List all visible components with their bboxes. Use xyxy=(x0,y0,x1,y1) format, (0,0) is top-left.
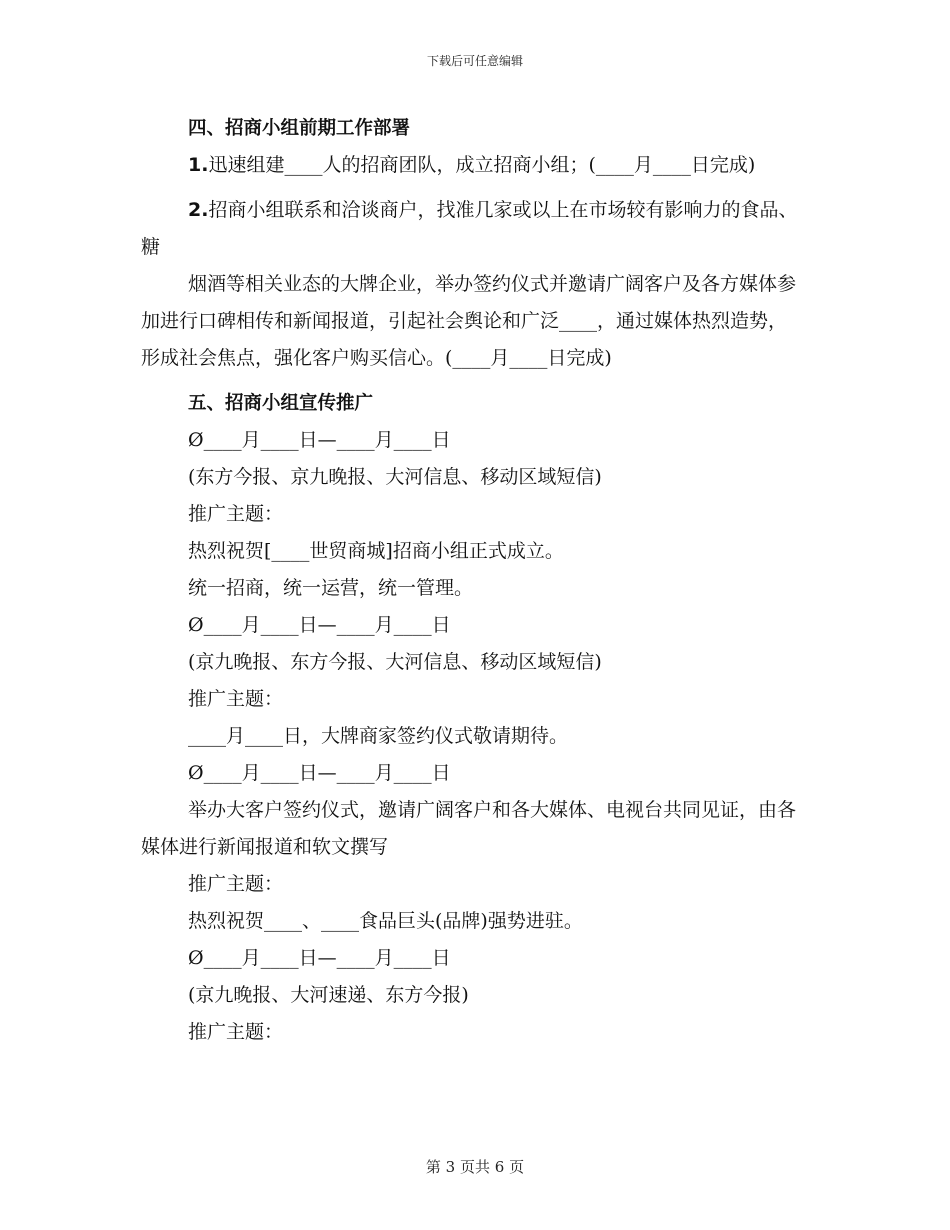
paragraph: 烟酒等相关业态的大牌企业，举办签约仪式并邀请广阔客户及各方媒体参加进行口碑相传和新闻报道，引起社会舆论和广泛____，通过媒体热烈造势，形成社会焦点，强化客户购买信心。(____月____日完成) xyxy=(141,273,797,369)
promo-line: (东方今报、京九晚报、大河信息、移动区域短信) xyxy=(188,466,602,488)
list-item-1 xyxy=(141,147,805,184)
item-number: 2. xyxy=(188,199,209,221)
list-item-2 xyxy=(141,192,805,266)
item-text: 迅速组建____人的招商团队，成立招商小组；(____月____日完成) xyxy=(208,154,756,176)
section-heading-5: 五、招商小组宣传推广 xyxy=(188,393,374,414)
promo-line: 推广主题： xyxy=(188,688,284,710)
paragraph: 举办大客户签约仪式，邀请广阔客户和各大媒体、电视台共同见证，由各媒体进行新闻报道和软文撰写 xyxy=(141,799,797,858)
promo-line: Ø____月____日—____月____日 xyxy=(188,614,451,636)
promo-line: 统一招商，统一运营，统一管理。 xyxy=(188,577,474,599)
section-heading-4: 四、招商小组前期工作部署 xyxy=(188,118,411,139)
promo-line: 推广主题： xyxy=(188,1021,284,1043)
promo-line: 推广主题： xyxy=(188,873,284,895)
promo-line: 推广主题： xyxy=(188,503,284,525)
page-footer: 第 3 页共 6 页 xyxy=(425,1158,525,1176)
promo-line: 热烈祝贺____、____食品巨头(品牌)强势进驻。 xyxy=(188,910,583,932)
promo-line: (京九晚报、东方今报、大河信息、移动区域短信) xyxy=(188,651,602,673)
promo-line: Ø____月____日—____月____日 xyxy=(188,429,451,451)
item-text: 招商小组联系和洽谈商户，找准几家或以上在市场较有影响力的食品、糖 xyxy=(141,199,798,258)
item-number: 1. xyxy=(188,154,209,176)
document-body xyxy=(141,110,805,1051)
promo-line: 热烈祝贺[____世贸商城]招商小组正式成立。 xyxy=(188,540,564,562)
promo-line: ____月____日，大牌商家签约仪式敬请期待。 xyxy=(188,725,569,747)
promo-line: (京九晚报、大河速递、东方今报) xyxy=(188,984,469,1006)
promo-line: Ø____月____日—____月____日 xyxy=(188,762,451,784)
page-header: 下载后可任意编辑 xyxy=(426,54,523,68)
promo-line: Ø____月____日—____月____日 xyxy=(188,947,451,969)
